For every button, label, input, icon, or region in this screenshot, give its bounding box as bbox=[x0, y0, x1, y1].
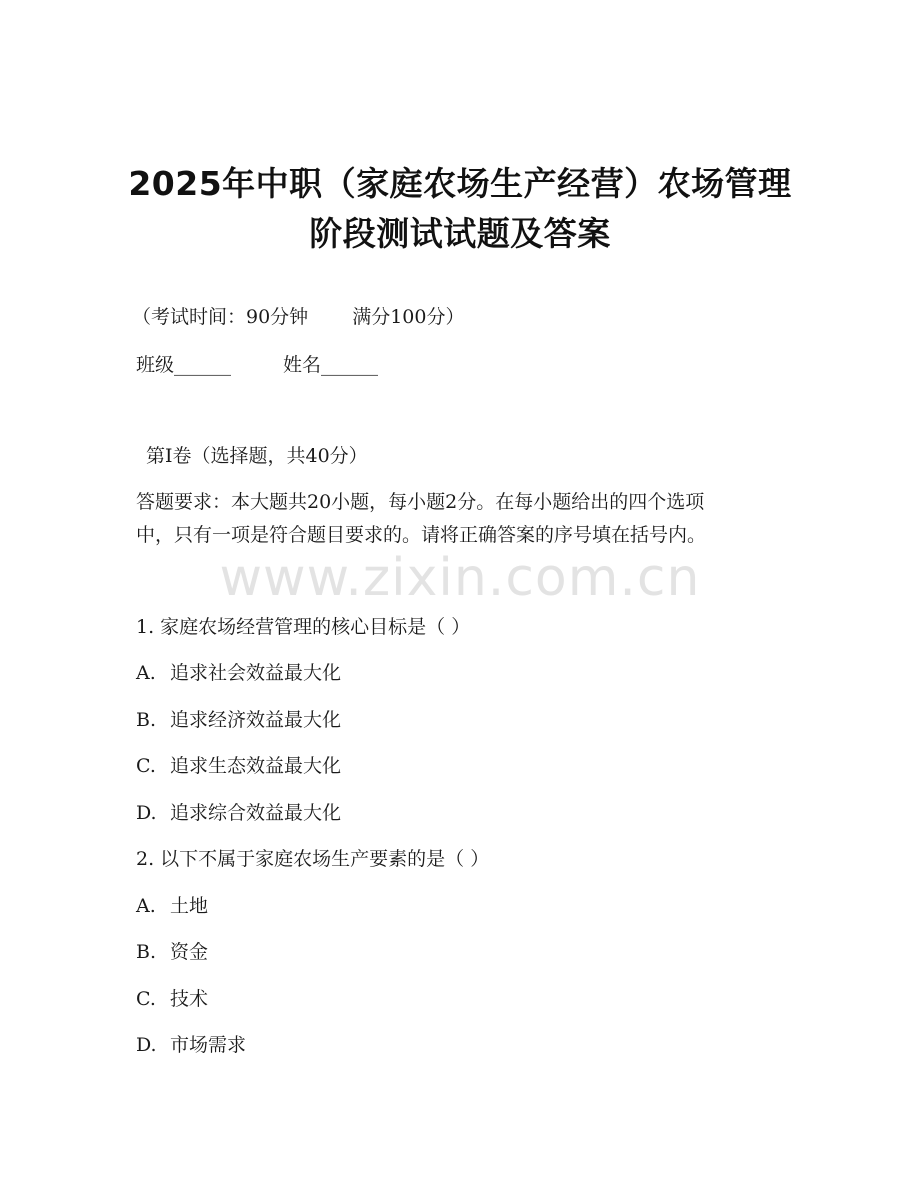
option-text: 追求经济效益最大化 bbox=[170, 709, 342, 731]
option-text: 土地 bbox=[170, 895, 209, 917]
option-text: 市场需求 bbox=[170, 1034, 247, 1056]
option-letter: C. bbox=[136, 988, 156, 1010]
option-text: 追求社会效益最大化 bbox=[170, 662, 342, 684]
question-1-option-d bbox=[136, 798, 341, 825]
question-2-stem: 2. 以下不属于家庭农场生产要素的是（ ） bbox=[136, 848, 490, 870]
exam-score: 满分100分） bbox=[352, 306, 465, 328]
question-1-option-c bbox=[136, 751, 341, 778]
option-text: 追求生态效益最大化 bbox=[170, 755, 342, 777]
option-letter: A. bbox=[136, 895, 156, 917]
question-2-option-a bbox=[136, 891, 208, 918]
question-1-stem: 1. 家庭农场经营管理的核心目标是（ ） bbox=[136, 616, 471, 638]
class-field: 班级______ bbox=[136, 354, 232, 376]
requirement-line-2: 中，只有一项是符合题目要求的。请将正确答案的序号填在括号内。 bbox=[136, 524, 707, 546]
question-2-option-b bbox=[136, 937, 208, 964]
option-text: 技术 bbox=[170, 988, 209, 1010]
option-letter: D. bbox=[136, 1034, 157, 1056]
option-letter: C. bbox=[136, 755, 156, 777]
question-1-option-a bbox=[136, 658, 341, 685]
option-letter: D. bbox=[136, 802, 157, 824]
page-title-line-2: 阶段测试试题及答案 bbox=[309, 214, 611, 253]
option-letter: A. bbox=[136, 662, 156, 684]
watermark: www.zixin.com.cn bbox=[219, 548, 701, 608]
option-letter: B. bbox=[136, 709, 157, 731]
student-info bbox=[136, 350, 378, 377]
exam-time: （考试时间：90分钟 bbox=[132, 306, 309, 328]
option-text: 追求综合效益最大化 bbox=[170, 802, 342, 824]
option-text: 资金 bbox=[170, 941, 209, 963]
question-2-option-c bbox=[136, 984, 208, 1011]
page-title-line-1: 2025年中职（家庭农场生产经营）农场管理 bbox=[128, 164, 792, 203]
requirement-line-1: 答题要求：本大题共20小题，每小题2分。在每小题给出的四个选项 bbox=[136, 491, 705, 513]
name-field: 姓名______ bbox=[283, 354, 379, 376]
exam-info bbox=[132, 302, 464, 329]
option-letter: B. bbox=[136, 941, 157, 963]
question-1-option-b bbox=[136, 705, 341, 732]
question-2-option-d bbox=[136, 1030, 246, 1057]
section-title: 第I卷（选择题，共40分） bbox=[146, 445, 368, 467]
